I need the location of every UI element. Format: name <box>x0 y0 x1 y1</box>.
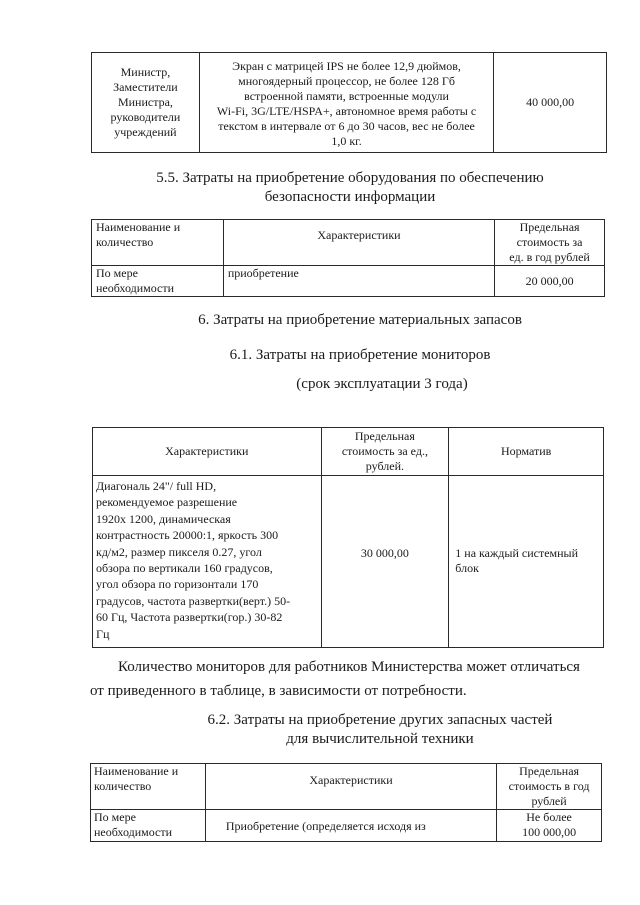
section-6-2-heading-line2: для вычислительной техники <box>286 731 474 747</box>
row-price: 30 000,00 <box>321 476 449 648</box>
row-price: 20 000,00 <box>495 266 605 297</box>
table-row <box>91 810 602 842</box>
header-norm: Норматив <box>449 428 604 476</box>
security-equipment-table <box>91 219 605 297</box>
section-5-5-heading-line2: безопасности информации <box>264 189 436 205</box>
monitors-table <box>92 427 604 648</box>
table-row <box>92 266 605 297</box>
row-price: Не более 100 000,00 <box>497 810 602 842</box>
header-name: Наименование и количество <box>92 220 224 266</box>
section-6-2-heading: 6.2. Затраты на приобретение других запасных частей <box>207 712 553 728</box>
header-name: Наименование и количество <box>91 764 206 810</box>
row-chars: Диагональ 24"/ full HD, рекомендуемое разрешение 1920x 1200, динамическая контрастность 20000:1, яркость 300 кд/м2, размер пикселя 0.27, угол обзора по вертикали 160 градусов, угол обзора по горизонтали 170 градусов, частота развертки(верт.) 50- 60 Гц, Частота развертки(гор.) 30-82 Гц <box>93 476 322 648</box>
row-chars: приобретение <box>223 266 494 297</box>
monitors-note-line1: Количество мониторов для работников Министерства может отличаться <box>118 659 580 675</box>
section-5-5-heading: 5.5. Затраты на приобретение оборудования по обеспечению <box>156 170 544 186</box>
section-6-heading: 6. Затраты на приобретение материальных запасов <box>198 312 522 328</box>
row-norm: 1 на каждый системный блок <box>449 476 604 648</box>
header-price: Предельная стоимость в год рублей <box>497 764 602 810</box>
row-chars: Приобретение (определяется исходя из <box>205 810 496 842</box>
table-header-row <box>93 428 604 476</box>
position-cell: Министр, Заместители Министра, руководители учреждений <box>92 53 200 153</box>
section-6-1-heading: 6.1. Затраты на приобретение мониторов <box>229 347 491 363</box>
table-row <box>93 476 604 648</box>
price-cell: 40 000,00 <box>494 53 607 153</box>
table-row <box>92 53 607 153</box>
row-name: По мере необходимости <box>91 810 206 842</box>
header-chars: Характеристики <box>205 764 496 810</box>
header-price: Предельная стоимость за ед. в год рублей <box>495 220 605 266</box>
table-header-row <box>92 220 605 266</box>
table-header-row <box>91 764 602 810</box>
monitors-note-line2: от приведенного в таблице, в зависимости от потребности. <box>90 683 467 699</box>
header-chars: Характеристики <box>223 220 494 266</box>
spare-parts-table <box>90 763 602 842</box>
row-name: По мере необходимости <box>92 266 224 297</box>
section-6-1-subheading: (срок эксплуатации 3 года) <box>296 376 468 392</box>
header-chars: Характеристики <box>93 428 322 476</box>
continuation-table <box>91 52 607 153</box>
header-price: Предельная стоимость за ед., рублей. <box>321 428 449 476</box>
description-cell: Экран с матрицей IPS не более 12,9 дюймов, многоядерный процессор, не более 128 Гб встроенной памяти, встроенные модули Wi-Fi, 3G/LTE/HSPA+, автономное время работы с текстом в интервале от 6 до 30 часов, вес не более 1,0 кг. <box>199 53 493 153</box>
